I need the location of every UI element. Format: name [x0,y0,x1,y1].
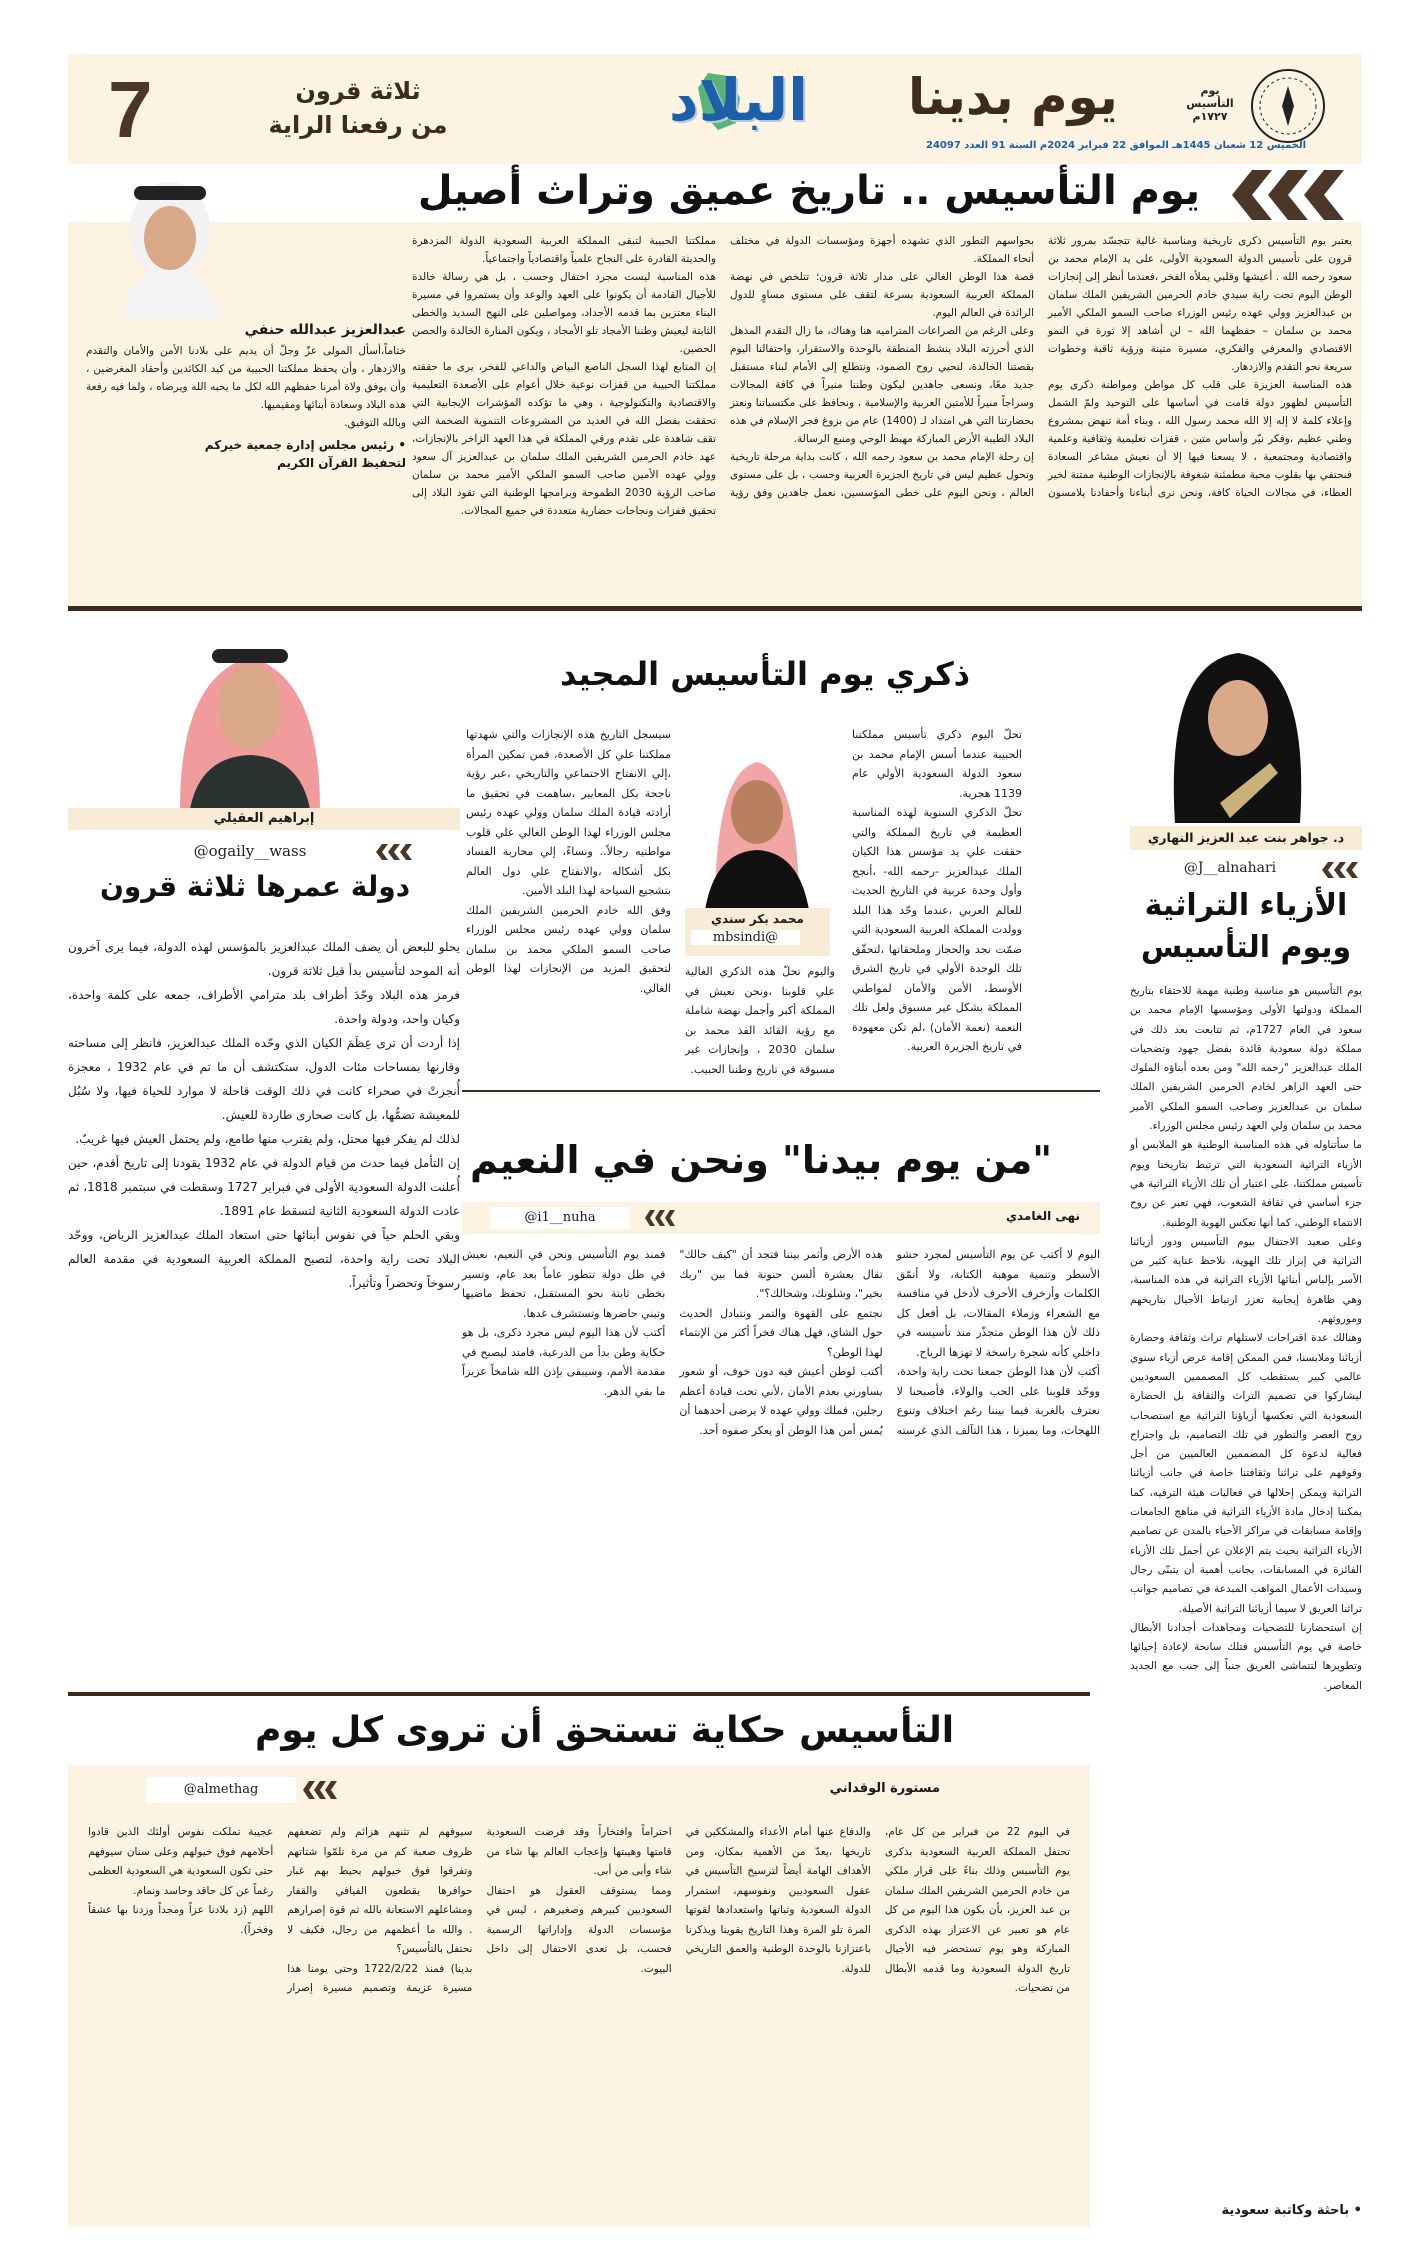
slogan-line-2: من رفعنا الراية [268,111,448,139]
chevrons-icon [1318,862,1362,878]
paragraph: والدفاع عنها أمام الأعداء والمشككين في تاريخها ،يعدّ من الأهمية بمكان، ومن الأهداف الهامة أيضاً لترسيخ التأسيس في عقول السعوديين ونفوسهم، استمرار الدولة السعودية وثباتها واستعدادها لقوتها المرة تلو المرة وهذا التاريخ يقوينا ويذكرنا باعتزازنا بالوحدة الوطنية والعمق التاريخي للدولة. [685,1826,871,1975]
paragraph: نجتمع على القهوة والتمر ونتبادل الحديث حول الشاي، فهل هناك فخراً أكثر من الإنتماء لهذا الوطن؟ [679,1306,883,1359]
paragraph: سيسجل التاريخ هذه الإنجازات والتي شهدتها مملكتنا علي كل الأصعدة، فمن تمكين المرأة ،إلي الانفتاح الاجتماعي والتاريخي ،عبر رؤية ناجحة بكل المعايير ،ساهمت في تحقيق ما أرادته قيادة الملك سلمان وولي عهده رئيس مجلس الوزراء لهذا الوطن الغالي علي قلوب مواطنيه رجالاً.. ونساءً، إلي محاربة الفساد بكل أشكاله ،والانفتاح علي دول العالم بتشجيع السياحة لهذا البلد الأمين. [466,728,671,897]
paragraph: أكتب لوطن أعيش فيه دون خوف، أو شعور يساورني بعدم الأمان ،لأني تحت قيادة أعظم رجلين، فملك وولي عهده لا يرضى أحدهما أن يُمس أمن هذا الوطن أو يعكر صفوه أحد. [679,1365,883,1437]
headline-line-1: الأزياء التراثية [1144,888,1348,923]
paragraph: أكتب لأن هذا اليوم ليس مجرد ذكرى، بل هو حكاية وطن بدأ من الدرعية، فامتد ليصبح في مقدمة الأمم، وسيبقى بإذن الله شامخاً عزيزاً ما بقي الدهر. [462,1326,666,1398]
author-title: • باحثة وكاتبة سعودية [1221,2203,1362,2218]
logo-text: البلاد [668,66,808,134]
article6-body [88,1823,1070,2219]
paragraph: يحلو للبعض أن يصف الملك عبدالعزيز بالمؤسس لهذه الدولة، فيما يرى آخرون أنه الموحد لتأسيس بدأ قبل ثلاثة قرون. [68,940,460,978]
paragraph: هذه المناسبة العزيزة على قلب كل مواطن ومواطنة ذكرى يوم التأسيس لظهور دولة قامت في أساسها على التوحيد ولمّ الشمل وإعلاء كلمة لا إله إلا الله محمد رسول الله ، وبناء أمة تنهض بمشروع وطني عظيم ،وفكر نيّر وأساس متين ، قفزات تعليمية وثقافية وعلمية واقتصادية ومجتمعية ، لا يسعنا فيها إلا أن نعيش مشاعر السعادة فنحتفي بها بقلوب محبة مطمئنة شغوفة بالإنجازات الوطنية ممتنة لخير العطاء، في مجالات الحياة كافة، ونحن نرى أبناءنا وأحفادنا يلامسون بحواسهم التطور الذي تشهده أجهزة ومؤسسات الدولة في مختلف أنحاء المملكة. [730,235,1352,499]
article2-col-left [466,725,671,1055]
paragraph: وبالله التوفيق. [344,417,406,429]
author-handle: @i1__nuha [490,1207,630,1229]
paragraph: فرمز هذه البلاد وحّدَ أطراف بلد مترامي الأطراف، جمعه على كلمة واحدة، وكيان واحد، ودولة واحدة. [68,988,460,1026]
paragraph: هذه المناسبة ليست مجرد احتفال وحسب ، بل هي رسالة خالدة للأجيال القادمة أن يكونوا على العهد والوعد وأن يستمروا في مسيرة البناء معتزين بما قدمه الأجداد، ومواصلين على النهج السديد والخطى الثابتة ليعيش وطننا الأمجاد تلو الأمجاد ، ويكون المنارة الخالدة والحصن الحصين. [412,271,716,355]
paragraph: اللهم (زد بلادنا عزاً ومجداً وزدنا بها عشقاً وفخراً). [88,1904,274,1936]
paragraph: وفق الله خادم الحرمين الشريفين الملك سلمان وولي عهده رئيس مجلس الوزراء صاحب السمو الملكي محمد بن سلمان لتحقيق المزيد من الإنجازات لهذا الوطن الغالي. [466,903,671,995]
paragraph: واليوم تحلّ هذه الذكري الغالية علي قلوبنا ،ونحن نعيش في المملكة أكبر وأجمل نهضة شاملة مع رؤية القائد الفذ محمد بن سلمان 2030 ، وإنجازات غير مسبوقة في تاريخ وطننا الحبيب. [685,965,835,1076]
emblem-text: يوم التأسيس ١٧٢٧م [1186,84,1234,123]
author-handle: @J__alnahari [1183,860,1277,876]
paragraph: وهنالك عدة اقتراحات لاستلهام تراث وثقافة وحضارة أزيائنا وملابسنا، فمن الممكن إقامة عرض أزياء سنوي عالمي كبير يستقطب كل المصممين السعوديين ليشاركوا في تصميم التراث والثقافة بل الحضارة السعودية التي تعكسها أزياؤنا التراثية مع استصحاب روح العصر والتطور في تلك التصاميم، بل واجتراح فعالية لدعوة كل المصممين العالميين من أجل وقوفهم على تراثنا وثقافتنا خاصة في جانب أزيائنا التراثية ويمكن إحلالها في فعاليات هيئة الترفيه، كما يمكننا إدخال مادة الأزياء التراثية في مناهج الجامعات وإقامة مسابقات في مراكز الأحياء بالمدن عن تصاميم الأزياء التراثية بحيث يتم الإعلان عن أجمل تلك الأزياء الفائزة في المسابقات، بجانب أهمية أن يتبنّى رجال وسيدات الأعمال المواهب المبدعة في تصاميم جوانب تراثنا العريق لا سيما أزيائنا التراثية الأصيلة. [1130,1332,1362,1615]
headline-article2: ذكري يوم التأسيس المجيد [560,655,971,693]
author-name: د. جواهر بنت عبد العزيز النهاري [1130,826,1362,850]
paragraph: أكتب لأن هذا الوطن جمعنا تحت راية واحدة، ووحّد قلوبنا على الحب والولاء، فأصبحنا لا نعترف بالغربة فيما بيننا رغم اختلاف وتنوع اللهجات، وما يميزنا ، هذا التآلف الذي غرسته هذه الأرض وأثمر بيننا فتجد أن "كيف حالك" تقال بعشرة ألسن حنونة فما بين "ربك بخير"، وشلونك، وشحالك؟". [679,1248,1100,1437]
paragraph: يوم التأسيس هو مناسبة وطنية مهمة للاحتفاء بتاريخ المملكة ودولتها الأولى ومؤسسها الإمام محمد بن سعود في العام 1727م، ثم تتابعت بعد ذلك في مملكة دولة سعودية قائدة بفضل جهود وتضحيات الملك عبدالعزيز "رحمه الله" ومن بعده أبناؤه الملوك حتى العهد الزاهر لخادم الحرمين الشريفين الملك سلمان بن عبدالعزيز وصاحب السمو الملكي الأمير محمد بن سلمان ولي العهد رئيس مجلس الوزراء. [1130,985,1362,1133]
page-number: 7 [108,65,153,154]
paragraph: فمنذ يوم التأسيس ونحن في النعيم، نعيش في ظل دولة تتطور عاماً بعد عام، وتسير بخطى ثابتة نحو المستقبل، تحفظ ماضيها وتبني حاضرها وتستشرف غدها. [462,1248,666,1320]
article3-body [68,935,460,1675]
paragraph: إذا أردت أن ترى عِظَمَ الكيان الذي وحّده الملك عبدالعزيز، فانظر إلى مساحته وقارنها بمساحات مئات الدول، ستكتشف أن ما تم في عام 1932 ، معجزة أُنجزتْ في صحراء كانت في ذلك الوقت قاحلة لا موارد للحياة فيها، ولا سُبُل للمعيشة تضمُّها، بل كانت صحارى طاردة للعيش. [68,1036,461,1122]
author-title-2: لتحفيظ القرآن الكريم [277,456,406,470]
paragraph: إن استحضارنا للتضحيات ومجاهدات أجدادنا الأبطال خاصة في يوم التأسيس فتلك سانحة لإعادة إحيائها وتطويرها لتتماشى العريق جنباً إلى جنب مع الجديد المعاصر. [1130,1621,1362,1692]
paragraph: تحلّ الذكري السنوية لهذه المناسبة العظيمة في تاريخ المملكة والتي حققت علي يد مؤسس هذا الكيان الملك عبدالعزيز -رحمه الله- ،أنجح وأول وحدة عربية في التاريخ الحديث للعالم العربي ،عندما وحّد هذا البلد وولدت المملكة العربية السعودية التي ضمّت نجد والحجاز وملحقاتها ،لتحقّق تلك الوحدة الأولي في تاريخ الشرق الأوسط، الأمن والأمان لمواطني المملكة بشكل غير مسبوق ولعل تلك النعمة (نعمة الأمان) ،لم تكن معهودة في تاريخ الجزيرة العربية. [852,806,1022,1053]
headline-article4 [1130,885,1362,969]
paragraph: يعتبر يوم التأسيس ذكرى تاريخية ومناسبة غالية تتجسّد بمرور ثلاثة قرون على تأسيس الدولة السعودية الأولى، على يد الإمام محمد بن سعود رحمه الله . أعيشها وقلبي يملأه الفخر ،فعندما أنظر إلى إنجازات الوطن اليوم تحت راية سيدي خادم الحرمين الشريفين الملك سلمان بن عبدالعزيز وولي عهده رئيس الوزراء صاحب السمو الملكي الأمير محمد بن سلمان – حفظهما الله – لن أشاهد إلا ثورة في النمو الاقتصادي والمعرفي والفكري، مسيرة متينة ورؤية ثاقبة وخطوات سريعة نحو التقدم والازدهار. [1048,235,1352,373]
paragraph: إن رحلة الإمام محمد بن سعود رحمه الله ، كانت بداية مرحلة تاريخية وتحول عظيم ليس في تاريخ الجزيرة العربية وحسب ، بل على مستوى العالم ، ونحن اليوم على خطى المؤسسين، نعمل جاهدين وفق رؤية مملكتنا الحبيبة لتبقى المملكة العربية السعودية الدولة المزدهرة والحديثة القادرة على النجاح علمياً واقتصادياً واجتماعياً. [412,235,1034,499]
article6-box [68,1765,1090,2227]
section-title: يوم بدينا [908,68,1118,126]
author-photo-sindi [695,742,820,910]
paragraph: إن المتابع لهذا السجل الناصع البياض والداعي للفخر، يرى ما حققته مملكتنا الحبيبة من قفزات نوعية خلال أعوام على الأصعدة التعليمية والاقتصادية والتكنولوجية ، وهي ما تؤكده المؤشرات الإيجابية التي تحققت بفضل الله في العديد من المشروعات التنموية الضخمة التي تقف شاهدة على تقدم ورقي المملكة في هذا العهد الزاخر بالإنجازات، عهد خادم الحرمين الشريفين الملك سلمان بن عبدالعزيز آل سعود وولي عهده الأمين صاحب السمو الملكي الأمير محمد بن سلمان صاحب الرؤية 2030 الطموحة وبرامجها الوطنية التي تقود البلاد إلى تحقيق قفزات ونجاحات حضارية متعددة في جميع المجالات. [412,361,717,517]
divider [68,1692,1090,1696]
paragraph: قصة هذا الوطن الغالي على مدار ثلاثة قرون؛ تتلخص في نهضة المملكة العربية السعودية بسرعة لتقف على مستوى مساوٍ للدول الرائدة في العالم اليوم. [730,271,1034,319]
article4-body [1130,982,1362,2197]
author-box [685,908,830,956]
chevrons-icon [372,844,416,860]
author-title-1: • رئيس مجلس إدارة جمعية خيركم [204,438,406,452]
paragraph: وعلى صعيد الاحتفال بيوم التأسيس ودور أزيائنا التراثية في إبراز تلك الهوية، نلاحظ عناية كثير من الأسر بإلباس أبنائها الأزياء التراثية في هذه المناسبة، وهي ظاهرة إيجابية تعزز ارتباط الأجيال بتاريخهم وموروثهم. [1130,1235,1362,1326]
paragraph: ختاماً،أسأل المولى عزّ وجلّ أن يديم على بلادنا الأمن والأمان والتقدم والازدهار ، وأن يحفظ مملكتنا الحبيبة من كيد الكائدين وأحقاد المغرضين ، وأن يوفق ولاة أمرنا حفظهم الله لكل ما يحبه الله ويرضاه ، ولما فيه رفعة هذه البلاد وسعادة أبنائها ومقيميها. [86,345,406,411]
divider [462,1090,1100,1092]
author-handle: @ogaily__wass [193,842,307,860]
chevrons-icon [300,1781,340,1799]
dateline: الخميس 12 شعبان 1445هـ الموافق 22 فبراير 2024م السنة 91 العدد 24097 [926,140,1307,151]
paragraph: في اليوم 22 من فبراير من كل عام، تحتفل المملكة العربية السعودية بذكرى يوم التأسيس وذلك بناءً على قرار ملكي من خادم الحرمين الشريفين الملك سلمان بن عبد العزيز، بأن يكون هذا اليوم من كل عام هو تعبير عن الاعتزاز بهذه الذكرى المباركة وهو يوم تستحضر فيه الأجيال تاريخ الدولة السعودية وما قدمه الأبطال من تضحيات. [884,1826,1070,1994]
article2-col-right [852,725,1022,1055]
paragraph: وعلى الرغم من الصراعات المتراميه هنا وهناك، ما زال التقدم المذهل الذي أحرزته البلاد ينشط المنطقة بالوحدة والاستقرار، واحتفالنا اليوم بقصتنا الخالدة، لنحيي روح الصمود، ونتطلع إلى الأمام لبناء مستقبل جديد معًا، ونسعى جاهدين ليكون وطننا منبراً في كافة المجالات وسراجاً منيراً للأمتين العربية والإسلامية ، ونحافظ على مكتسباتنا ونعتز بحضارتنا التي هي امتداد لـ (1400) عام من بزوغ فجر الإسلام في هذه البلاد الطيبة الأرض المباركة مهبط الوحي ومنبع الرسالة. [730,325,1034,445]
paragraph: سيوفهم لم تثنهم هزائم ولم تضعفهم ظروف صعبة كم من مرة تلمّوا شتاتهم وتفرقوا فوق خيولهم بحيط بهم غبار حوافرها يقطعون الفيافي والقفار ومشاعلهم الاستعانة بالله ثم قوة إصرارهم . والله ما أعظمهم من رجال، فكيف لا نحتفل بالتأسيس؟ [287,1826,473,1955]
author-handle: @almethag [146,1777,296,1803]
paragraph: ما سأتناوله في هذه المناسبة الوطنية هو الملابس أو الأزياء التراثية السعودية التي ترتبط بتاريخنا ويوم تأسيس مملكتنا، على اعتبار أن تلك الأزياء التراثية هي جزء أساسي في ثقافة الشعوب، فهي تعبر عن روح الانتماء الوطني، كما أنها تعكس الهوية الوطنية. [1130,1139,1362,1229]
headline-article1: يوم التأسيس .. تاريخ عميق وتراث أصيل [417,168,1200,214]
author-name: نهى الغامدي [1005,1209,1080,1223]
paragraph: إن التأمل فيما حدث من قيام الدولة في عام 1932 يقودنا إلى تاريخ أقدم، حين أُعلنت الدولة السعودية الأولى في فبراير 1727 وسقطت في سبتمبر 1818، ثم عادت الدولة السعودية الثانية لتسقط عام 1891. [68,1156,460,1218]
paragraph: وبقي الحلم حياً في نفوس أبنائها حتى استعاد الملك عبدالعزيز الرياض، ووحّد البلاد تحت راية واحدة، لتصبح المملكة العربية السعودية في مقدمة العالم رسوخاً وتحضراً وتأثيراً. [68,1228,460,1290]
article2-col-middle [685,962,835,1076]
headline-article3: دولة عمرها ثلاثة قرون [100,870,411,903]
author-handle: @mbsindi [691,930,800,945]
chevrons-icon [642,1210,678,1226]
byline-bar [462,1202,1100,1234]
author-photo-ogaily [130,637,370,809]
headline-article5: "من يوم بيدنا" ونحن في النعيم [470,1138,1053,1182]
author-photo-alnahari [1150,643,1325,823]
article5-body [462,1245,1100,1675]
author-name: عبدالعزيز عبدالله حنفي [244,322,406,338]
author-name: إبراهيم العقيلي [68,808,460,830]
paragraph: ومما يستوقف العقول هو احتفال السعوديين كبيرهم وصغيرهم ، ليس في مؤسسات الدولة وإداراتها الرسمية فحسب، بل تعدى الاحتفال إلى داخل البيوت. [486,1884,672,1975]
slogan-line-1: ثلاثة قرون [295,77,421,105]
headline-article6: التأسيس حكاية تستحق أن تروى كل يوم [255,1710,955,1751]
author-name: مستورة الوقداني [829,1781,940,1796]
paragraph: لذلك لم يفكر فيها محتل، ولم يقترب منها طامع، ولم يحتمل العيش فيها غريبٌ. [75,1132,460,1146]
author-name: محمد بكر سندي [711,912,804,926]
paragraph: اليوم لا أكتب عن يوم التأسيس لمجرد حشو الأسطر وتنمية موهبة الكتابة، ولا أنمّق الكلمات وأزخرف الأحرف لأدخل في منافسة مع الشعراء وزملاء المقالات، بل أفعل كل ذلك لأن هذا الوطن متجذّر منذ تأسيسه في داخلي كأنه شجرة راسخة لا تهزها الرياح. [896,1248,1100,1359]
paragraph: بدينا) فمنذ 1722/2/22 وحتى يومنا هذا مسيرة عزيمة وتصميم مسيرة إصرار عجيبة تملكت نفوس أولئك الذين قادوا أحلامهم فوق خيولهم وعلى سنان سيوفهم حتى تكون السعودية هي السعودية العظمى رغماً عن كل حاقد وحاسد ونمام. [88,1826,473,1994]
paragraph: احتراماً وافتخاراً وقد فرضت السعودية قامتها وهيبتها وإعجاب العالم بها شاء من شاء وأبى من أبى. [486,1826,672,1877]
lower-page [0,40,1420,2252]
paragraph: تحلّ اليوم ذكري تأسيس مملكتنا الحبيبة عندما أسس الإمام محمد بن سعود الدولة السعودية الأولي عام 1139 هجرية. [852,728,1022,800]
headline-line-2: ويوم التأسيس [1140,930,1352,965]
